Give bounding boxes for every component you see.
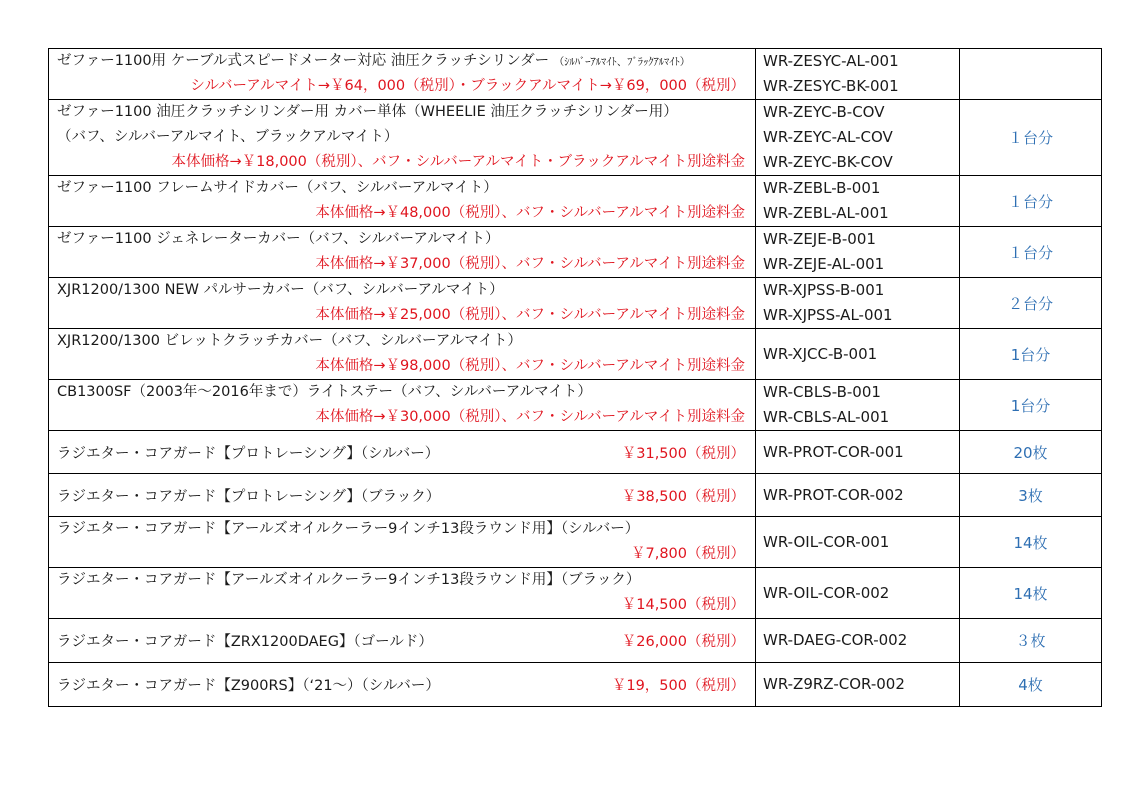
product-code-cell	[756, 380, 960, 431]
quantity-cell: 14枚	[960, 517, 1102, 568]
table-row	[49, 663, 1102, 707]
product-code: WR-PROT-COR-001	[763, 442, 904, 461]
description-cell	[49, 100, 756, 176]
description-line: （バフ、シルバーアルマイト、ブラックアルマイト）	[57, 129, 399, 145]
table-row	[49, 568, 1102, 619]
product-code-cell	[756, 176, 960, 227]
price-text: 本体価格→￥18,000（税別）、バフ・シルバーアルマイト・ブラックアルマイト別途料金	[171, 154, 745, 170]
product-code: WR-CBLS-B-001	[763, 383, 881, 401]
price-text: ￥7,800（税別）	[630, 546, 745, 562]
price-text: 本体価格→￥48,000（税別）、バフ・シルバーアルマイト別途料金	[315, 205, 745, 221]
price-text: 本体価格→￥37,000（税別）、バフ・シルバーアルマイト別途料金	[315, 256, 745, 272]
table-row	[49, 329, 1102, 380]
product-code-cell	[756, 100, 960, 176]
description-cell	[49, 380, 756, 431]
table-row	[49, 176, 1102, 227]
quantity-cell: 3枚	[960, 474, 1102, 517]
quantity-cell: １台分	[960, 100, 1102, 176]
table-row	[49, 380, 1102, 431]
quantity-cell: 1台分	[960, 329, 1102, 380]
price-text: 本体価格→￥30,000（税別）、バフ・シルバーアルマイト別途料金	[315, 409, 745, 425]
description-line: ラジエター・コアガード【プロトレーシング】（ブラック）	[57, 488, 441, 505]
quantity-cell: 4枚	[960, 663, 1102, 707]
description-line: CB1300SF（2003年～2016年まで）ライトステー（バフ、シルバーアルマイト）	[57, 384, 592, 400]
description-line: XJR1200/1300 ビレットクラッチカバー（バフ、シルバーアルマイト）	[57, 333, 522, 349]
table-row	[49, 474, 1102, 517]
product-code: WR-Z9RZ-COR-002	[763, 675, 905, 693]
price-text: 本体価格→￥98,000（税別）、バフ・シルバーアルマイト別途料金	[315, 358, 745, 374]
description-cell	[49, 278, 756, 329]
product-code-cell	[756, 227, 960, 278]
quantity-cell: 1台分	[960, 380, 1102, 431]
description-line: ラジエター・コアガード【ZRX1200DAEG】（ゴールド）	[57, 634, 433, 650]
description-line: XJR1200/1300 NEW パルサーカバー（バフ、シルバーアルマイト）	[57, 282, 504, 298]
quantity-cell: １台分	[960, 227, 1102, 278]
price-text: シルバーアルマイト→￥64，000（税別）・ブラックアルマイト→￥69，000（税別）	[190, 78, 745, 94]
product-code-cell	[756, 474, 960, 517]
price-text: ￥14,500（税別）	[621, 597, 745, 613]
description-cell	[49, 227, 756, 278]
quantity-cell: ２台分	[960, 278, 1102, 329]
product-code: WR-XJPSS-B-001	[763, 281, 885, 299]
table-row	[49, 619, 1102, 663]
product-code: WR-ZEYC-B-COV	[763, 103, 885, 121]
product-code: WR-PROT-COR-002	[763, 485, 904, 504]
description-cell	[49, 568, 756, 619]
product-code: WR-XJPSS-AL-001	[763, 306, 893, 324]
description-line: ラジエター・コアガード【Z900RS】（‘21～）（シルバー）	[57, 678, 440, 694]
product-price-table	[48, 48, 1102, 707]
product-code: WR-OIL-COR-001	[763, 532, 890, 551]
product-code: WR-ZEJE-B-001	[763, 230, 876, 248]
table-row	[49, 517, 1102, 568]
description-cell	[49, 619, 756, 663]
product-code-cell	[756, 663, 960, 707]
price-text: ￥31,500（税別）	[621, 445, 745, 462]
description-cell	[49, 663, 756, 707]
description-cell	[49, 49, 756, 100]
product-code: WR-ZESYC-AL-001	[763, 52, 899, 70]
quantity-cell: 20枚	[960, 431, 1102, 474]
price-text: 本体価格→￥25,000（税別）、バフ・シルバーアルマイト別途料金	[315, 307, 745, 323]
product-code: WR-ZEJE-AL-001	[763, 255, 885, 273]
description-line: ラジエター・コアガード【アールズオイルクーラー9インチ13段ラウンド用】（シルバー）	[57, 521, 640, 537]
table-row	[49, 431, 1102, 474]
product-code: WR-CBLS-AL-001	[763, 408, 890, 426]
product-code: WR-ZEYC-AL-COV	[763, 128, 893, 146]
product-code-cell	[756, 431, 960, 474]
product-code-cell	[756, 329, 960, 380]
product-code: WR-ZEBL-AL-001	[763, 204, 889, 222]
table-row	[49, 49, 1102, 100]
description-cell	[49, 176, 756, 227]
description-line: ラジエター・コアガード【アールズオイルクーラー9インチ13段ラウンド用】（ブラック）	[57, 572, 641, 588]
description-cell	[49, 517, 756, 568]
product-code-cell	[756, 619, 960, 663]
product-code: WR-ZEYC-BK-COV	[763, 153, 893, 171]
price-text: ￥19，500（税別）	[611, 678, 745, 694]
table-row	[49, 278, 1102, 329]
description-cell	[49, 474, 756, 517]
quantity-cell: ３枚	[960, 619, 1102, 663]
product-code-cell	[756, 517, 960, 568]
description-line: ラジエター・コアガード【プロトレーシング】（シルバー）	[57, 445, 440, 462]
description-line: ゼファー1100用 ケーブル式スピードメーター対応 油圧クラッチシリンダー （ｼﾙﾊﾞｰｱﾙﾏｲﾄ、ﾌﾞﾗｯｸｱﾙﾏｲﾄ）	[57, 53, 691, 69]
product-code-cell	[756, 278, 960, 329]
product-code: WR-ZEBL-B-001	[763, 179, 881, 197]
product-code: WR-ZESYC-BK-001	[763, 77, 899, 95]
quantity-cell	[960, 49, 1102, 100]
product-code: WR-OIL-COR-002	[763, 583, 890, 602]
product-code-cell	[756, 568, 960, 619]
price-text: ￥26,000（税別）	[621, 634, 745, 650]
description-cell	[49, 329, 756, 380]
description-line: ゼファー1100 フレームサイドカバー（バフ、シルバーアルマイト）	[57, 180, 498, 196]
table-row	[49, 227, 1102, 278]
product-code: WR-DAEG-COR-002	[763, 631, 908, 649]
description-line: ゼファー1100 油圧クラッチシリンダー用 カバー単体（WHEELIE 油圧クラッチシリンダー用）	[57, 104, 678, 120]
product-code-cell	[756, 49, 960, 100]
quantity-cell: １台分	[960, 176, 1102, 227]
quantity-cell: 14枚	[960, 568, 1102, 619]
product-code: WR-XJCC-B-001	[763, 344, 878, 363]
price-text: ￥38,500（税別）	[621, 488, 745, 505]
description-cell	[49, 431, 756, 474]
description-note: （ｼﾙﾊﾞｰｱﾙﾏｲﾄ、ﾌﾞﾗｯｸｱﾙﾏｲﾄ）	[553, 56, 691, 68]
description-line: ゼファー1100 ジェネレーターカバー（バフ、シルバーアルマイト）	[57, 231, 500, 247]
table-row	[49, 100, 1102, 176]
